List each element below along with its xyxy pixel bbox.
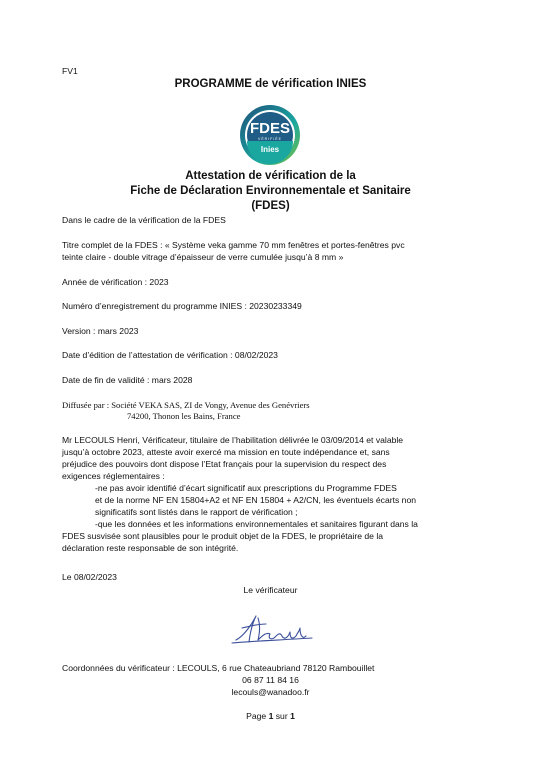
document-code: FV1 xyxy=(62,66,78,76)
fdes-full-title-line2: teinte claire - double vitrage d’épaisseur de verre cumulée jusqu’à 8 mm » xyxy=(62,252,344,262)
logo-sub-text: VÉRIFIÉE xyxy=(258,137,282,141)
attestation-title-line1: Attestation de vérification de la xyxy=(185,170,356,182)
fdes-full-title-line1: Titre complet de la FDES : « Système veka gamme 70 mm fenêtres et portes-fenêtres pvc xyxy=(62,240,405,250)
program-title: PROGRAMME de vérification INIES xyxy=(174,78,367,90)
signoff-date: Le 08/02/2023 xyxy=(62,572,117,582)
distributed-by xyxy=(62,400,310,411)
verifier-email: lecouls@wanadoo.fr xyxy=(231,687,310,697)
verification-year: Année de vérification : 2023 xyxy=(62,277,169,287)
statement-tail-line: FDES susvisée sont plausibles pour le produit objet de la FDES, le propriétaire de la xyxy=(62,531,384,541)
statement-line: préjudice des pouvoirs dont dispose l’Etat français pour la supervision du respect des xyxy=(62,459,387,469)
attestation-title-line3: (FDES) xyxy=(251,200,290,212)
page-mid: sur xyxy=(273,711,291,721)
page-prefix: Page xyxy=(246,711,269,721)
statement-line: jusqu’à octobre 2023, atteste avoir exercé ma mission en toute indépendance et, sans xyxy=(62,447,390,457)
statement-line: Mr LECOULS Henri, Vérificateur, titulaire de l’habilitation délivrée le 03/09/2014 et valable xyxy=(62,435,404,445)
statement-indent-line: -ne pas avoir identifié d’écart significatif aux prescriptions du Programme FDES xyxy=(95,483,397,493)
version: Version : mars 2023 xyxy=(62,326,139,336)
page-current: 1 xyxy=(268,711,274,721)
verifier-contact-line: Coordonnées du vérificateur : LECOULS, 6 rue Chateaubriand 78120 Rambouillet xyxy=(62,663,375,673)
verifier-phone: 06 87 11 84 16 xyxy=(242,675,299,685)
validity-end-date: Date de fin de validité : mars 2028 xyxy=(62,375,193,385)
statement-tail-line: déclaration reste responsable de son intégrité. xyxy=(62,543,239,553)
attestation-title-line2: Fiche de Déclaration Environnementale et Sanitaire xyxy=(130,185,411,197)
page-total: 1 xyxy=(290,711,295,721)
intro-text: Dans le cadre de la vérification de la FDES xyxy=(62,215,226,225)
logo-main-text: FDES xyxy=(249,120,291,137)
distributed-line2: 74200, Thonon les Bains, France xyxy=(127,411,241,421)
page-number xyxy=(0,711,541,722)
edition-date: Date d’édition de l’attestation de vérification : 08/02/2023 xyxy=(62,350,278,360)
verifier-signature xyxy=(222,610,322,650)
statement-line: exigences réglementaires : xyxy=(62,471,165,481)
statement-indent-line: et de la norme NF EN 15804+A2 et NF EN 15804 + A2/CN, les éventuels écarts non xyxy=(95,495,417,505)
statement-indent-line: -que les données et les informations environnementales et sanitaires figurant dans la xyxy=(95,519,418,529)
registration-number: Numéro d’enregistrement du programme INIES : 20230233349 xyxy=(62,301,302,311)
distributed-line1: Société VEKA SAS, ZI de Vongy, Avenue des Genévriers xyxy=(111,400,310,410)
fdes-inies-logo xyxy=(228,103,312,167)
verifier-label: Le vérificateur xyxy=(243,585,298,595)
distributed-label: Diffusée par : xyxy=(62,400,112,410)
statement-indent-line: significatifs sont listés dans le rapport de vérification ; xyxy=(95,507,298,517)
logo-brand-text: Inies xyxy=(260,145,280,154)
